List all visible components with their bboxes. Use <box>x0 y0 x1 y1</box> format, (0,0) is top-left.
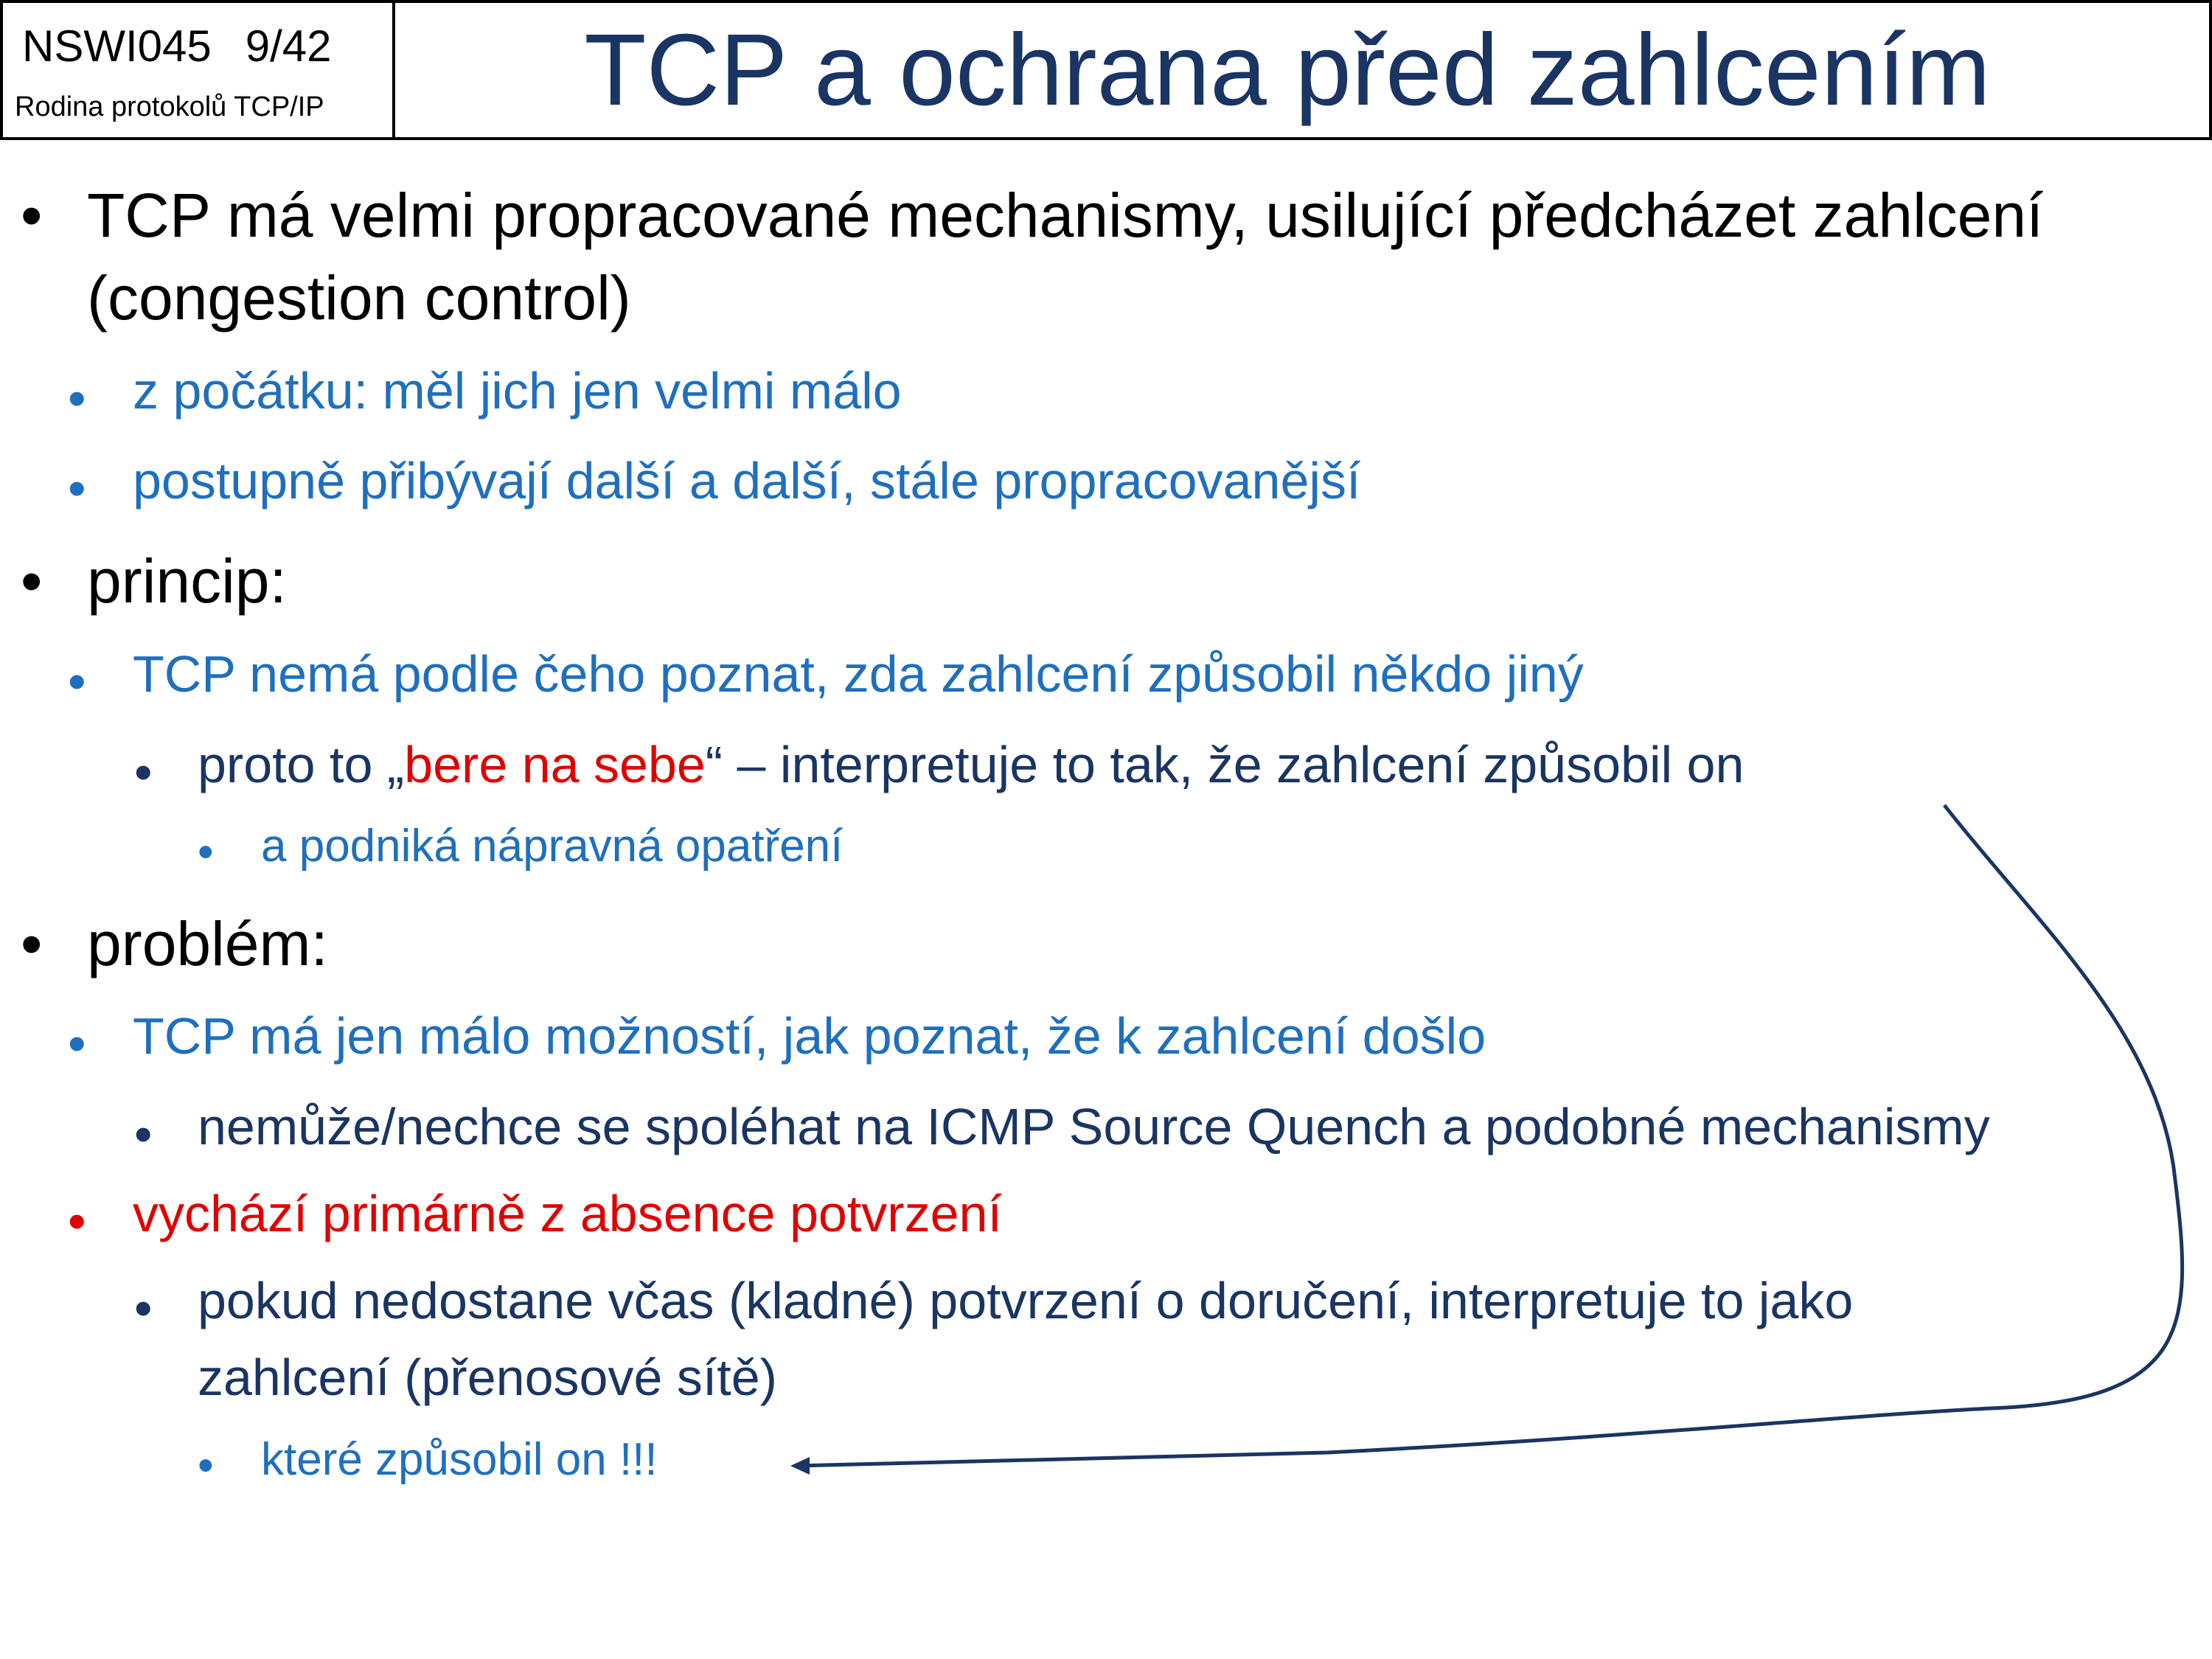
bullet-text: princip: <box>87 546 287 616</box>
bullet-marker: • <box>198 827 214 877</box>
slide-title: TCP a ochrana před zahlcením <box>584 13 1991 127</box>
arrow-head <box>790 1457 810 1475</box>
level4-bullet-text: a podniká nápravná opatření <box>261 821 844 872</box>
bullet-marker: • <box>21 909 43 978</box>
sub-sub-bullet-text-continuation: zahlcení (přenosové sítě) <box>198 1349 777 1406</box>
sub-bullet-text: TCP nemá podle čeho poznat, zda zahlcení způsobil někdo jiný <box>133 645 1584 703</box>
bullet-marker: • <box>134 743 153 801</box>
bullet-marker: • <box>21 181 43 250</box>
bullet-text: problém: <box>87 909 328 978</box>
course-subtitle: Rodina protokolů TCP/IP <box>15 91 324 122</box>
bullet-marker: • <box>68 1192 86 1250</box>
text-part: “ – interpretuje to tak, že zahlcení způsobil on <box>705 736 1745 793</box>
sub-bullet-text-highlighted: vychází primárně z absence potvrzení <box>133 1185 1002 1242</box>
bullet-marker: • <box>68 653 86 710</box>
bullet-text-continuation: (congestion control) <box>87 263 631 333</box>
sub-bullet-text: postupně přibývají další a další, stále propracovanější <box>133 452 1361 509</box>
sub-sub-bullet-text: nemůže/nechce se spoléhat na ICMP Source Quench a podobné mechanismy <box>198 1098 1990 1155</box>
bullet-marker: • <box>68 369 86 427</box>
sub-sub-bullet-text: pokud nedostane včas (kladné) potvrzení o doručení, interpretuje to jako <box>198 1272 1854 1329</box>
sub-bullet-text: TCP má jen málo možností, jak poznat, že k zahlcení došlo <box>133 1007 1486 1065</box>
bullet-text: TCP má velmi propracované mechanismy, usilující předcházet zahlcení <box>87 181 2044 250</box>
arrow-path <box>796 805 2183 1466</box>
bullet-marker: • <box>198 1440 214 1491</box>
level4-bullet-text: které způsobil on !!! <box>261 1434 658 1485</box>
bullet-marker: • <box>68 459 86 517</box>
sub-bullet-text: z počátku: měl jich jen velmi málo <box>133 362 902 420</box>
bullet-marker: • <box>68 1015 86 1072</box>
bullet-marker: • <box>134 1279 153 1337</box>
text-part: proto to „ <box>198 736 405 793</box>
bullet-marker: • <box>21 546 43 616</box>
bullet-marker: • <box>134 1105 153 1163</box>
course-code: NSWI045 <box>22 21 212 71</box>
page-number: 9/42 <box>245 21 332 71</box>
highlighted-text: bere na sebe <box>404 736 706 793</box>
